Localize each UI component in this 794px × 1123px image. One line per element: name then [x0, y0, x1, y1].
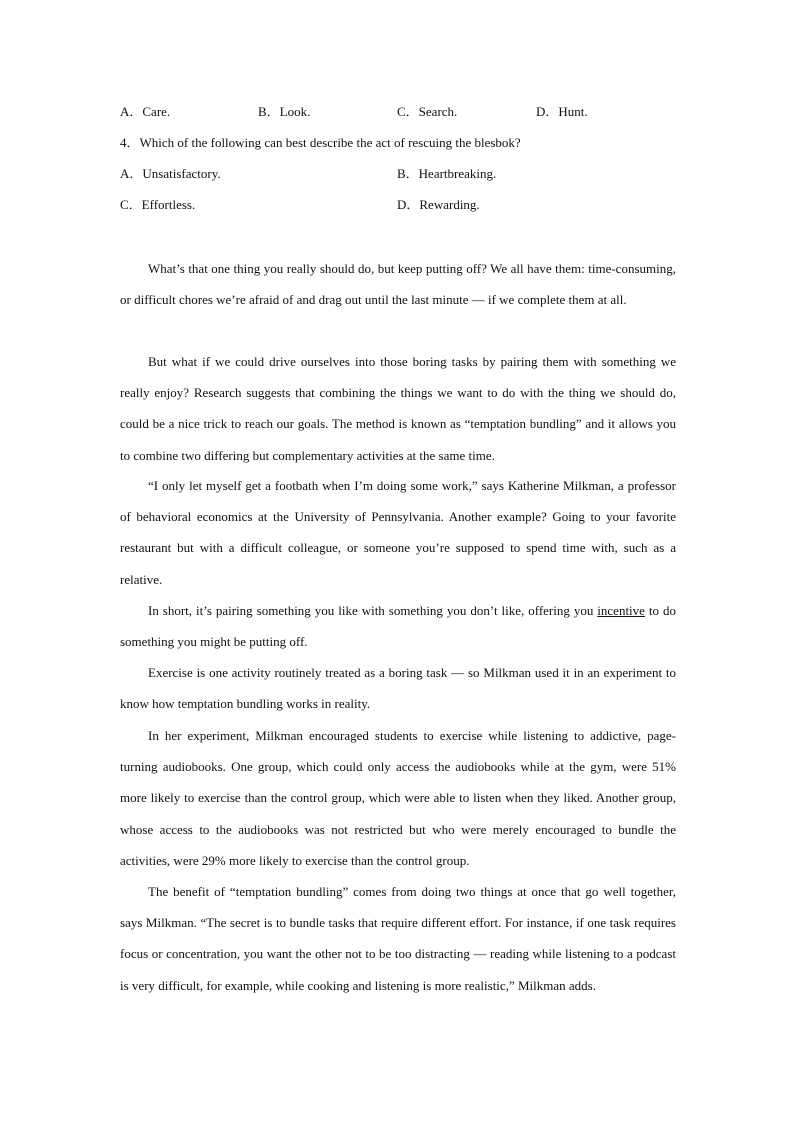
passage-paragraph-6: In her experiment, Milkman encouraged students to exercise while listening to addictive, page-turning audiobooks. One group, which could only access the audiobooks while at the gym, were 51% more likely to exercise than the control group, which were able to listen when they liked. Another group, whose access to the audiobooks was not restricted but who were merely encouraged to bundle the activities, were 29% more likely to exercise than the control group.: [120, 728, 676, 868]
passage-paragraph-1: What’s that one thing you really should do, but keep putting off? We all have them: time-consuming, or difficult chores we’re afraid of and drag out until the last minute — if we complete them at all.: [120, 261, 676, 308]
q4-option-a: A．Unsatisfactory.: [120, 166, 221, 181]
q3-option-d: D．Hunt.: [536, 104, 588, 119]
q4-question: 4．Which of the following can best describe the act of rescuing the blesbok?: [120, 135, 521, 150]
q4-option-d: D．Rewarding.: [397, 197, 480, 212]
passage-paragraph-3: “I only let myself get a footbath when I’m doing some work,” says Katherine Milkman, a professor of behavioral economics at the University of Pennsylvania. Another example? Going to your favorite restaurant but with a difficult colleague, or someone you’re supposed to spend time with, such as a relative.: [120, 478, 676, 587]
paragraph-4-text-end: to do something you might be putting off.: [120, 603, 676, 650]
passage-paragraph-4: [120, 595, 676, 657]
underlined-word-incentive: incentive: [597, 603, 645, 618]
paragraph-4-text-start: In short, it’s pairing something you like with something you don’t like, offering you: [148, 603, 598, 618]
q3-option-b: B．Look.: [258, 104, 311, 119]
passage-paragraph-5: Exercise is one activity routinely treated as a boring task — so Milkman used it in an experiment to know how temptation bundling works in reality.: [120, 665, 676, 712]
passage-paragraph-2: But what if we could drive ourselves into those boring tasks by pairing them with something we really enjoy? Research suggests that combining the things we want to do with the thing we should do, could be a nice trick to reach our goals. The method is known as “temptation bundling” and it allows you to combine two differing but complementary activities at the same time.: [120, 354, 676, 463]
passage-paragraph-7: The benefit of “temptation bundling” comes from doing two things at once that go well together, says Milkman. “The secret is to bundle tasks that require different effort. For instance, if one task requires focus or concentration, you want the other not to be too distracting — reading while listening to a podcast is very difficult, for example, while cooking and listening is more realistic,” Milkman adds.: [120, 884, 676, 993]
q4-option-c: C．Effortless.: [120, 197, 196, 212]
q3-option-a: A．Care.: [120, 104, 171, 119]
q4-option-b: B．Heartbreaking.: [397, 166, 497, 181]
q3-option-c: C．Search.: [397, 104, 458, 119]
